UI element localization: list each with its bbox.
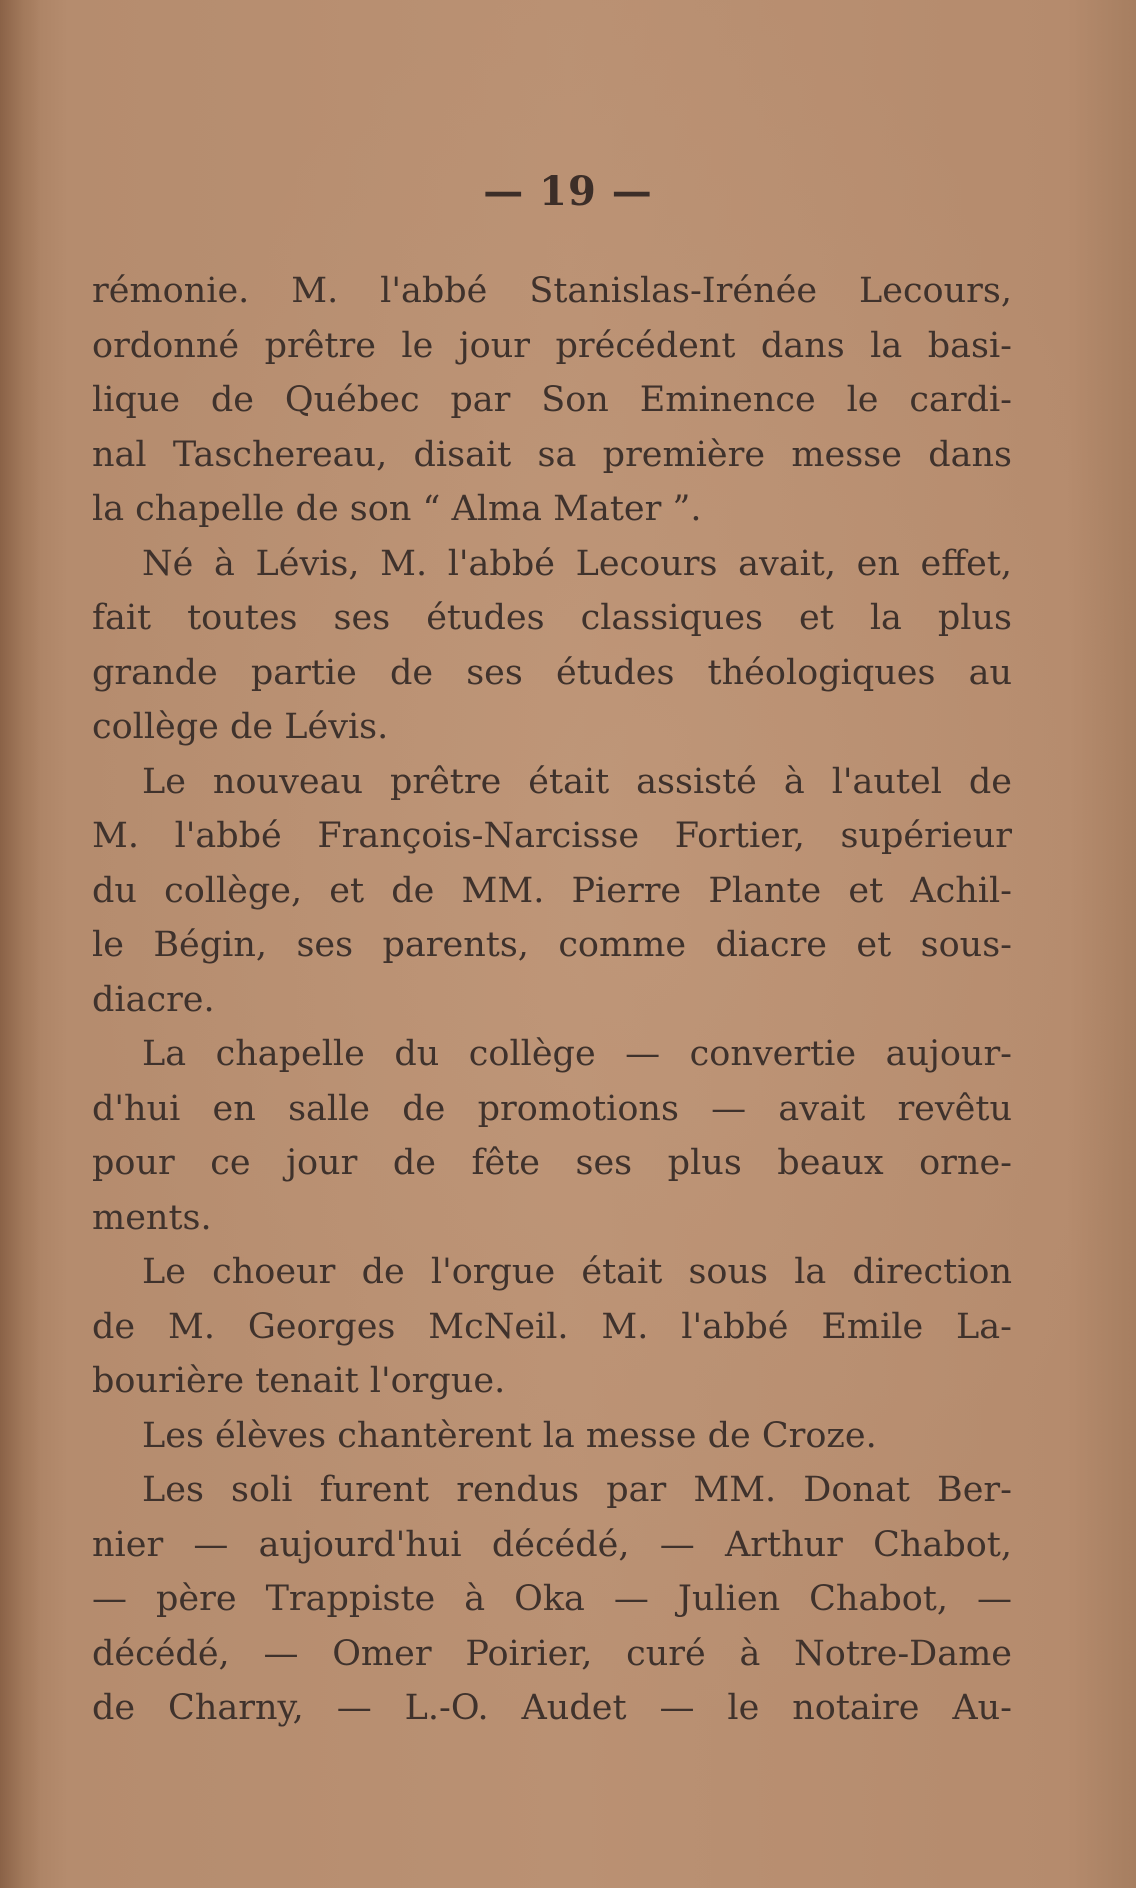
text-line: ments. [92,1197,212,1238]
text-line: du collège, et de MM. Pierre Plante et Achil- [92,870,1012,911]
text-line: le Bégin, ses parents, comme diacre et sous- [92,925,1012,965]
text-line: nal Taschereau, disait sa première messe dans [92,434,1012,475]
text-line: lique de Québec par Son Eminence le cardi- [92,380,1012,420]
text-line: de Charny, — L.-O. Audet — le notaire Au- [92,1688,1012,1728]
text-line: La chapelle du collège — convertie aujour- [142,1034,1012,1074]
text-line: fait toutes ses études classiques et la plus [92,598,1012,638]
text-line: d'hui en salle de promotions — avait revêtu [92,1088,1012,1129]
body-text [92,264,1012,1736]
page-binding-edge [0,0,40,1888]
page-number: — 19 — [483,168,653,215]
text-line: pour ce jour de fête ses plus beaux orne- [92,1143,1012,1183]
text-line: décédé, — Omer Poirier, curé à Notre-Dame [92,1633,1012,1674]
text-line: bourière tenait l'orgue. [92,1361,506,1401]
text-line: Le choeur de l'orgue était sous la direction [142,1252,1012,1292]
text-line: ordonné prêtre le jour précédent dans la basi- [92,325,1012,366]
text-line: collège de Lévis. [92,707,389,747]
text-line: de M. Georges McNeil. M. l'abbé Emile La- [92,1306,1012,1347]
text-line: grande partie de ses études théologiques au [92,652,1012,693]
text-line: Les soli furent rendus par MM. Donat Ber- [142,1470,1012,1510]
text-line: — père Trappiste à Oka — Julien Chabot, — [92,1579,1012,1619]
text-line: M. l'abbé François-Narcisse Fortier, supérieur [92,816,1012,856]
text-line: diacre. [92,979,215,1020]
text-line: rémonie. M. l'abbé Stanislas-Irénée Lecours, [92,271,1012,311]
text-line: Le nouveau prêtre était assisté à l'autel de [142,761,1012,802]
text-line: la chapelle de son “ Alma Mater ”. [92,489,702,529]
text-line: Les élèves chantèrent la messe de Croze. [142,1415,877,1456]
text-line: nier — aujourd'hui décédé, — Arthur Chabot, [92,1524,1012,1565]
text-line: Né à Lévis, M. l'abbé Lecours avait, en effet, [142,543,1012,584]
